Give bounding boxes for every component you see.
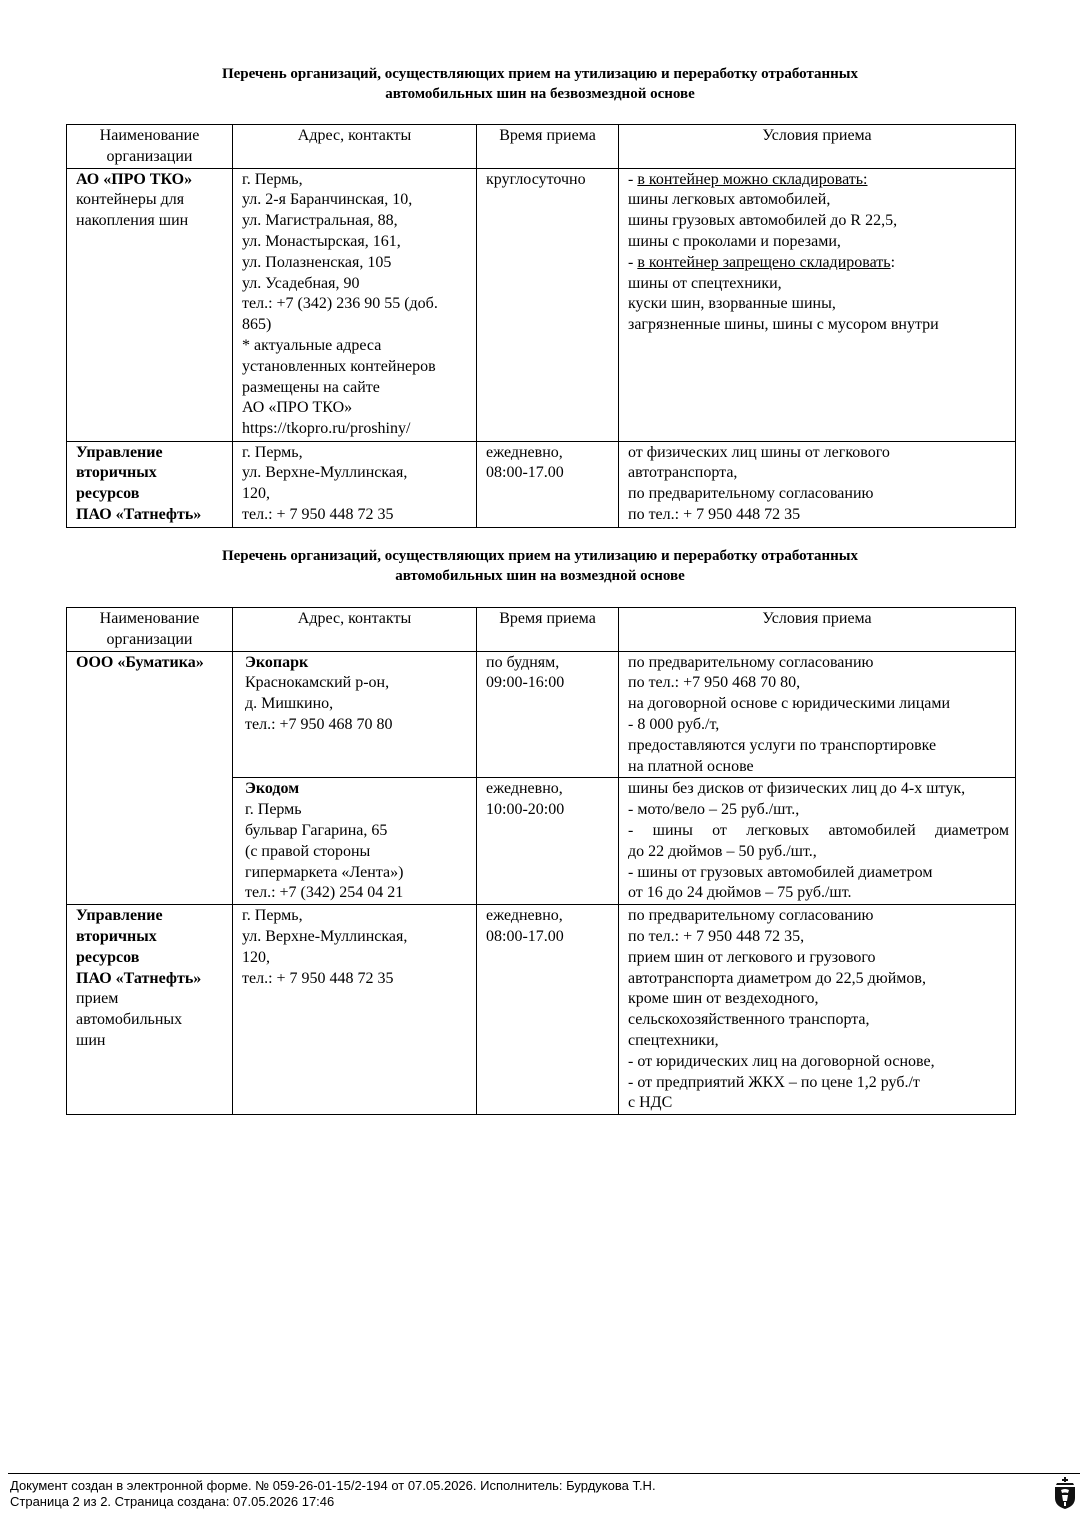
- table-row: [67, 651, 1016, 778]
- conditions-cell: [619, 905, 1016, 1115]
- website-link[interactable]: https://tkopro.ru/proshiny/: [242, 420, 411, 438]
- address-line: ул. Усадебная, 90: [242, 274, 360, 292]
- condition-line: куски шин, взорванные шины,: [628, 295, 836, 313]
- org-desc-line: накопления шин: [76, 212, 189, 230]
- org-name-line: ПАО «Татнефть»: [76, 969, 202, 987]
- condition-line: автотранспорта,: [628, 464, 738, 482]
- section1-title: Перечень организаций, осуществляющих прием на утилизацию и переработку отработанных автомобильных шин на безвозмездной основе: [221, 66, 858, 102]
- org-desc-line: прием: [76, 990, 119, 1008]
- address-line: 120,: [242, 948, 270, 966]
- free-recycling-table: [66, 124, 1016, 528]
- org-desc-line: шин: [76, 1031, 106, 1049]
- section2-title: Перечень организаций, осуществляющих прием на утилизацию и переработку отработанных автомобильных шин на возмездной основе: [221, 548, 858, 584]
- denied-heading: [628, 253, 1009, 274]
- condition-line: - 8 000 руб./т,: [628, 715, 720, 733]
- condition-line: - от юридических лиц на договорной основе,: [628, 1052, 935, 1070]
- condition-line: сельскохозяйственного транспорта,: [628, 1011, 870, 1029]
- note-line: АО «ПРО ТКО»: [242, 399, 353, 417]
- org-desc-line: автомобильных: [76, 1011, 183, 1029]
- table-row: [67, 441, 1016, 527]
- time-line: ежедневно,: [486, 443, 563, 461]
- condition-line: шины легковых автомобилей,: [628, 191, 831, 209]
- condition-line: по тел.: + 7 950 448 72 35,: [628, 927, 805, 945]
- footer-divider: [8, 1473, 1080, 1474]
- org-cell: [67, 905, 233, 1115]
- time-cell: [477, 778, 619, 905]
- time-cell: [477, 441, 619, 527]
- condition-line: - шины от грузовых автомобилей диаметром: [628, 863, 933, 881]
- ecodom-title: Экодом: [245, 780, 300, 798]
- address-line: ул. Верхне-Муллинская,: [242, 927, 408, 945]
- condition-line: спецтехники,: [628, 1031, 719, 1049]
- condition-line: кроме шин от вездеходного,: [628, 990, 819, 1008]
- conditions-cell: [619, 778, 1016, 905]
- org-cell: [67, 651, 233, 905]
- address-cell: [233, 905, 477, 1115]
- address-line: ул. Полазненская, 105: [242, 253, 392, 271]
- coat-of-arms-icon: [1052, 1476, 1078, 1510]
- time-line: ежедневно,: [486, 780, 563, 798]
- paid-recycling-table: [66, 607, 1016, 1115]
- condition-line: по тел.: +7 950 468 70 80,: [628, 674, 801, 692]
- address-cell: [233, 651, 477, 778]
- address-line: д. Мишкино,: [245, 695, 334, 713]
- time-line: по будням,: [486, 653, 560, 671]
- document-footer: [10, 1478, 656, 1509]
- header-address: Адрес, контакты: [233, 125, 477, 169]
- table-row: [67, 168, 1016, 441]
- org-desc-line: контейнеры для: [76, 191, 185, 209]
- condition-line: - от предприятий ЖКХ – по цене 1,2 руб./т: [628, 1073, 920, 1091]
- time-line: 08:00-17.00: [486, 464, 564, 482]
- time-line: 08:00-17.00: [486, 927, 564, 945]
- address-cell: [233, 441, 477, 527]
- address-line: г. Пермь,: [242, 170, 303, 188]
- address-line: г. Пермь,: [242, 443, 303, 461]
- condition-line: по предварительному согласованию: [628, 485, 874, 503]
- time-cell: [477, 651, 619, 778]
- org-name-line: ресурсов: [76, 948, 140, 966]
- allowed-heading: [628, 170, 1009, 191]
- condition-line: предоставляются услуги по транспортировке: [628, 736, 937, 754]
- header-conditions: Условия приема: [619, 608, 1016, 652]
- condition-line: - шины от легковых автомобилей диаметром: [628, 821, 1009, 839]
- condition-line: с НДС: [628, 1094, 673, 1112]
- address-line: гипермаркета «Лента»): [245, 863, 404, 881]
- condition-line: шины с проколами и порезами,: [628, 232, 841, 250]
- table-header-row: [67, 608, 1016, 652]
- dash: -: [628, 253, 638, 271]
- time-cell: [477, 168, 619, 441]
- table-header-row: [67, 125, 1016, 169]
- condition-line: на договорной основе с юридическими лицами: [628, 695, 951, 713]
- address-line: ул. Магистральная, 88,: [242, 212, 398, 230]
- time-line: 10:00-20:00: [486, 801, 565, 819]
- address-line: 120,: [242, 485, 270, 503]
- condition-line: от физических лиц шины от легкового: [628, 443, 890, 461]
- address-cell: [233, 168, 477, 441]
- condition-line: шины грузовых автомобилей до R 22,5,: [628, 212, 898, 230]
- conditions-cell: [619, 168, 1016, 441]
- header-org: Наименование организации: [67, 608, 233, 652]
- note-line: * актуальные адреса: [242, 336, 382, 354]
- org-name-line: ресурсов: [76, 485, 140, 503]
- address-cell: [233, 778, 477, 905]
- phone-line: тел.: +7 950 468 70 80: [245, 715, 393, 733]
- org-name: ООО «Буматика»: [76, 653, 204, 671]
- header-time: Время приема: [477, 125, 619, 169]
- condition-line: по предварительному согласованию: [628, 653, 874, 671]
- address-line: ул. Верхне-Муллинская,: [242, 464, 408, 482]
- address-line: бульвар Гагарина, 65: [245, 821, 388, 839]
- org-cell: [67, 168, 233, 441]
- org-name-line: вторичных: [76, 927, 157, 945]
- note-line: установленных контейнеров: [242, 357, 436, 375]
- ecopark-title: Экопарк: [245, 653, 309, 671]
- dash: -: [628, 170, 638, 188]
- footer-line-page-info: Страница 2 из 2. Страница создана: 07.05.2026 17:46: [10, 1493, 335, 1509]
- phone-line: тел.: + 7 950 448 72 35: [242, 969, 394, 987]
- condition-line: - мото/вело – 25 руб./шт.,: [628, 801, 800, 819]
- address-line: г. Пермь,: [242, 907, 303, 925]
- header-org: Наименование организации: [67, 125, 233, 169]
- colon: :: [890, 253, 896, 271]
- time-cell: [477, 905, 619, 1115]
- condition-line: прием шин от легкового и грузового: [628, 948, 876, 966]
- time-line: 09:00-16:00: [486, 674, 565, 692]
- org-cell: [67, 441, 233, 527]
- org-name-line: ПАО «Татнефть»: [76, 505, 202, 523]
- phone-line: тел.: +7 (342) 236 90 55 (доб.: [242, 295, 438, 313]
- address-line: ул. Монастырская, 161,: [242, 232, 401, 250]
- condition-line: загрязненные шины, шины с мусором внутри: [628, 316, 939, 334]
- condition-line: автотранспорта диаметром до 22,5 дюймов,: [628, 969, 926, 987]
- condition-line: на платной основе: [628, 757, 754, 775]
- time-line: круглосуточно: [486, 170, 586, 188]
- time-line: ежедневно,: [486, 907, 563, 925]
- condition-line: шины от спецтехники,: [628, 274, 782, 292]
- footer-line-doc-info: Документ создан в электронной форме. № 059-26-01-15/2-194 от 07.05.2026. Исполнитель: Бурдукова Т.Н.: [10, 1478, 656, 1493]
- header-conditions: Условия приема: [619, 125, 1016, 169]
- conditions-cell: [619, 441, 1016, 527]
- address-line: Краснокамский р-он,: [245, 674, 390, 692]
- conditions-cell: [619, 651, 1016, 778]
- condition-line: шины без дисков от физических лиц до 4-х штук,: [628, 780, 966, 798]
- header-time: Время приема: [477, 608, 619, 652]
- allowed-title: в контейнер можно складировать:: [637, 170, 868, 188]
- condition-line: по тел.: + 7 950 448 72 35: [628, 505, 801, 523]
- org-name-line: Управление: [76, 443, 163, 461]
- address-line: г. Пермь: [245, 801, 302, 819]
- table-row: [67, 905, 1016, 1115]
- address-line: (с правой стороны: [245, 842, 371, 860]
- phone-line: тел.: + 7 950 448 72 35: [242, 505, 394, 523]
- condition-line: от 16 до 24 дюймов – 75 руб./шт.: [628, 884, 852, 902]
- org-name-line: вторичных: [76, 464, 157, 482]
- phone-line: 865): [242, 316, 272, 334]
- condition-line: до 22 дюймов – 50 руб./шт.,: [628, 842, 817, 860]
- denied-title: в контейнер запрещено складировать: [637, 253, 891, 271]
- org-name: АО «ПРО ТКО»: [76, 170, 193, 188]
- note-line: размещены на сайте: [242, 378, 380, 396]
- address-line: ул. 2-я Баранчинская, 10,: [242, 191, 413, 209]
- condition-line: по предварительному согласованию: [628, 907, 874, 925]
- org-name-line: Управление: [76, 907, 163, 925]
- header-address: Адрес, контакты: [233, 608, 477, 652]
- phone-line: тел.: +7 (342) 254 04 21: [245, 884, 404, 902]
